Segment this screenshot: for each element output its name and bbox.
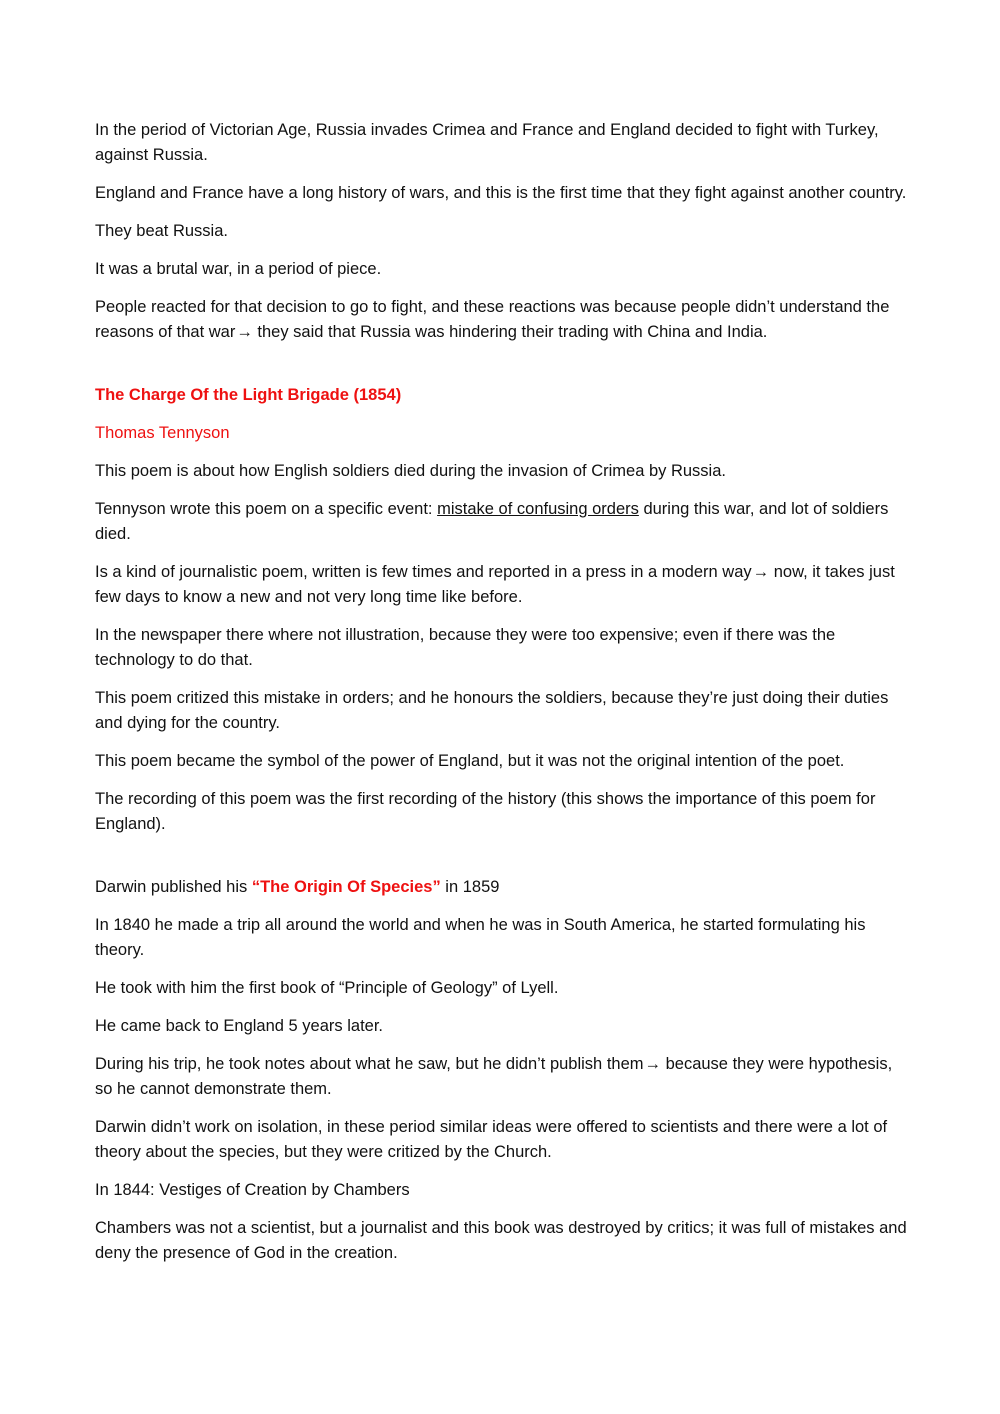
paragraph-trip-1840: In 1840 he made a trip all around the world and when he was in South America, he started formulating his theory.	[95, 916, 866, 959]
spacer	[95, 850, 910, 875]
paragraph-not-isolation: Darwin didn’t work on isolation, in these period similar ideas were offered to scientists and there were a lot of theory about the species, but they were critized by the Church.	[95, 1118, 888, 1161]
paragraph-took-notes	[95, 1052, 910, 1102]
paragraph-brutal-war: It was a brutal war, in a period of piece.	[95, 260, 382, 278]
paragraph-first-recording: The recording of this poem was the first recording of the history (this shows the importance of this poem for England).	[95, 790, 876, 833]
book-title: “The Origin Of Species”	[251, 878, 441, 896]
paragraph-came-back: He came back to England 5 years later.	[95, 1017, 383, 1035]
paragraph-people-reacted	[95, 295, 910, 345]
paragraph-text: they said that Russia was hindering their trading with China and India.	[252, 323, 768, 341]
paragraph-critized-mistake: This poem critized this mistake in orders; and he honours the soldiers, because they’re just doing their duties and dying for the country.	[95, 689, 889, 732]
paragraph-text: Is a kind of journalistic poem, written is few times and reported in a press in a modern way	[95, 563, 752, 581]
paragraph-text: because they were hypothesis, so he cannot demonstrate them.	[95, 1055, 893, 1098]
paragraph-specific-event	[95, 497, 910, 547]
poem-author: Thomas Tennyson	[95, 424, 230, 442]
paragraph-newspaper: In the newspaper there where not illustration, because they were too expensive; even if there was the technology to do that.	[95, 626, 836, 669]
paragraph-text: During his trip, he took notes about what he saw, but he didn’t publish them	[95, 1055, 644, 1073]
paragraph-beat-russia: They beat Russia.	[95, 222, 228, 240]
paragraph-poem-about: This poem is about how English soldiers died during the invasion of Crimea by Russia.	[95, 462, 726, 480]
document-body	[95, 118, 910, 1279]
paragraph-chambers: Chambers was not a scientist, but a journalist and this book was destroyed by critics; it was full of mistakes and deny the presence of God in the creation.	[95, 1219, 907, 1262]
arrow-right-icon: →	[752, 563, 770, 581]
arrow-right-icon: →	[644, 1055, 662, 1073]
paragraph-principle-of-geology: He took with him the first book of “Principle of Geology” of Lyell.	[95, 979, 559, 997]
spacer	[95, 358, 910, 383]
paragraph-darwin-published	[95, 875, 910, 900]
paragraph-journalistic-poem	[95, 560, 910, 610]
poem-title: The Charge Of the Light Brigade (1854)	[95, 386, 402, 404]
paragraph-text: now, it takes just few days to know a new and not very long time like before.	[95, 563, 895, 606]
paragraph-vestiges-1844: In 1844: Vestiges of Creation by Chambers	[95, 1181, 410, 1199]
paragraph-text: Darwin published his	[95, 878, 252, 896]
paragraph-symbol-of-power: This poem became the symbol of the power of England, but it was not the original intention of the poet.	[95, 752, 845, 770]
paragraph-text: during this war, and lot of soldiers died.	[95, 500, 889, 543]
paragraph-crimea-intro: In the period of Victorian Age, Russia invades Crimea and France and England decided to fight with Turkey, against Russia.	[95, 121, 879, 164]
paragraph-history-of-wars: England and France have a long history of wars, and this is the first time that they fight against another country.	[95, 184, 907, 202]
paragraph-text: in 1859	[440, 878, 500, 896]
arrow-right-icon: →	[236, 323, 253, 341]
paragraph-text: Tennyson wrote this poem on a specific event:	[95, 500, 438, 518]
paragraph-text: People reacted for that decision to go to fight, and these reactions was because people didn’t understand the reasons of that war	[95, 298, 890, 341]
underlined-phrase: mistake of confusing orders	[437, 500, 639, 518]
